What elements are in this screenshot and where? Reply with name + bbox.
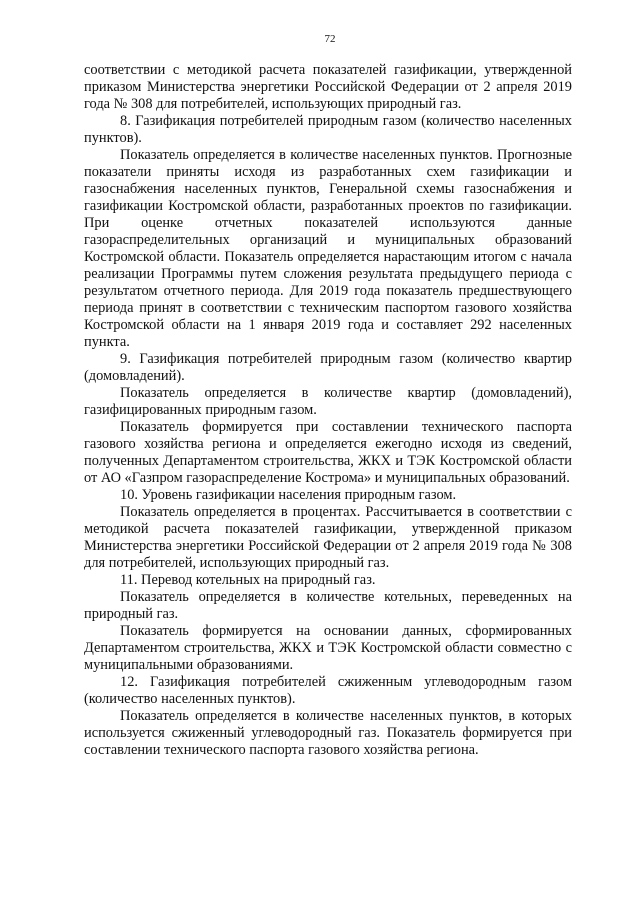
paragraph-continuation: соответствии с методикой расчета показателей газификации, утвержденной приказом Министерства энергетики Российской Федерации от 2 апреля 2019 года № 308 для потребителей, использующих природный газ. xyxy=(84,62,572,112)
paragraph: Показатель формируется при составлении технического паспорта газового хозяйства региона и определяется ежегодно исходя из сведений, полученных Департаментом строительства, ЖКХ и ТЭК Костромской области от АО «Газпром газораспределение Кострома» и муниципальных образований. xyxy=(84,419,572,486)
paragraph: Показатель определяется в количестве населенных пунктов. Прогнозные показатели приняты исходя из разработанных схем газификации и газоснабжения населенных пунктов, Генеральной схемы газоснабжения и газификации Костромской области, разработанных проектов по газификации. При оценке отчетных показателей используются данные газораспределительных организаций и муниципальных образований Костромской области. Показатель определяется нарастающим итогом с начала реализации Программы путем сложения результата предыдущего периода с результатом отчетного периода. Для 2019 года показатель предшествующего периода принят в соответствии с техническим паспортом газового хозяйства Костромской области на 1 января 2019 года и составляет 292 населенных пункта. xyxy=(84,147,572,350)
paragraph: Показатель формируется на основании данных, сформированных Департаментом строительства, ЖКХ и ТЭК Костромской области совместно с муниципальными образованиями. xyxy=(84,623,572,673)
paragraph: Показатель определяется в процентах. Рассчитывается в соответствии с методикой расчета показателей газификации, утвержденной приказом Министерства энергетики Российской Федерации от 2 апреля 2019 года № 308 для потребителей, использующих природный газ. xyxy=(84,504,572,571)
heading-item-9: 9. Газификация потребителей природным газом (количество квартир (домовладений). xyxy=(84,351,572,384)
paragraph: Показатель определяется в количестве квартир (домовладений), газифицированных природным газом. xyxy=(84,385,572,418)
paragraph: Показатель определяется в количестве населенных пунктов, в которых используется сжиженный углеводородный газ. Показатель формируется при составлении технического паспорта газового хозяйства региона. xyxy=(84,708,572,758)
page-number: 72 xyxy=(324,33,336,45)
paragraph: Показатель определяется в количестве котельных, переведенных на природный газ. xyxy=(84,589,572,622)
document-page xyxy=(84,32,572,759)
heading-item-11: 11. Перевод котельных на природный газ. xyxy=(120,572,376,588)
heading-item-8: 8. Газификация потребителей природным газом (количество населенных пунктов). xyxy=(84,113,572,146)
heading-item-12: 12. Газификация потребителей сжиженным углеводородным газом (количество населенных пунктов). xyxy=(84,674,572,707)
heading-item-10: 10. Уровень газификации населения природным газом. xyxy=(120,487,457,503)
